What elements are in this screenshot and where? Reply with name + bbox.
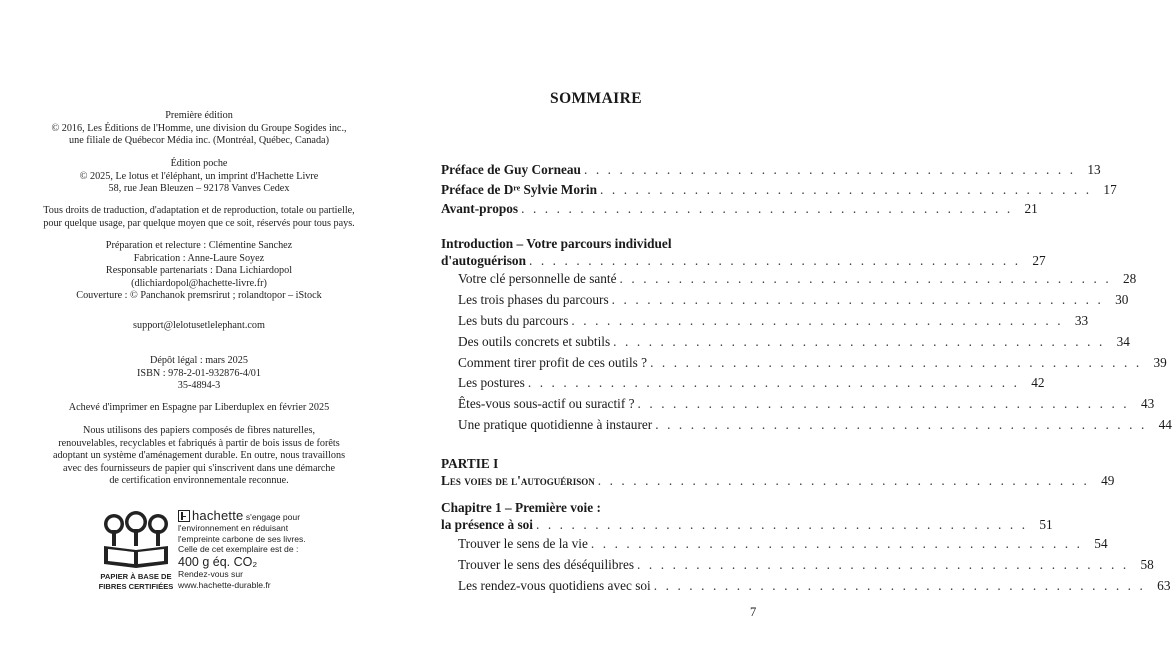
toc-leader: . . . . . . . . . . . . . . . . . . . . . . . . . . . . . . . . . . . . . . . . . .	[655, 417, 1147, 432]
certified-fibers-badge	[94, 508, 174, 604]
toc-entry-label: Des outils concrets et subtils	[458, 334, 611, 349]
toc-entry-page: 28	[1122, 271, 1137, 286]
trees-book-icon	[98, 510, 174, 570]
colophon-line: Nous utilisons des papiers composés de fibres naturelles,	[82, 425, 315, 436]
part-heading: PARTIE I	[441, 456, 499, 471]
pocket-edition-notice	[14, 158, 384, 196]
toc-leader: . . . . . . . . . . . . . . . . . . . . . . . . . . . . . . . . . . . . . . . . . .	[521, 201, 1013, 216]
colophon-line: Préparation et relecture : Clémentine Sanchez	[105, 240, 293, 251]
colophon-line: 35-4894-3	[177, 380, 221, 392]
toc-entry-label: Préface de Guy Corneau	[441, 162, 581, 177]
toc-entry-page: 42	[1031, 375, 1045, 390]
toc-leader: . . . . . . . . . . . . . . . . . . . . . . . . . . . . . . . . . . . . . . . . . .	[650, 355, 1142, 370]
toc-entry-label: Trouver le sens des déséquilibres	[458, 557, 635, 572]
colophon-line: adoptant un système d'aménagement durable. En outre, nous travaillons	[52, 450, 346, 462]
badge-caption	[94, 572, 178, 591]
toc-leader: . . . . . . . . . . . . . . . . . . . . . . . . . . . . . . . . . . . . . . . . . .	[583, 162, 1076, 177]
toc-subentry	[458, 396, 1155, 416]
rights-notice	[14, 205, 384, 230]
toc-entry-page: 17	[1103, 182, 1117, 197]
colophon-line: (dlichiardopol@hachette-livre.fr)	[131, 277, 267, 289]
toc-entry-page: 54	[1094, 536, 1108, 551]
toc-entry-label: Les rendez-vous quotidiens avec soi	[458, 578, 651, 593]
paper-notice	[14, 425, 384, 488]
toc-entry-label: d'autoguérison	[441, 253, 526, 268]
toc-entry-label: Êtes-vous sous-actif ou suractif ?	[458, 396, 635, 411]
toc-subentry	[458, 557, 1154, 577]
toc-entry-page: 21	[1024, 201, 1038, 216]
toc-subentry	[458, 313, 1089, 333]
colophon-line: © 2016, Les Éditions de l'Homme, une division du Groupe Sogides inc.,	[51, 122, 347, 134]
hachette-line: l'empreinte carbone de ses livres.	[178, 533, 306, 544]
first-edition-notice	[14, 110, 384, 148]
toc-entry-page: 63	[1157, 578, 1171, 593]
hachette-url: www.hachette-durable.fr	[178, 579, 271, 590]
colophon-line: 58, rue Jean Bleuzen – 92178 Vanves Cedex	[108, 183, 290, 195]
toc-entry-label: Les voies de l'autoguérison	[441, 473, 595, 488]
toc-subentry	[458, 334, 1130, 354]
toc-entry-page: 44	[1158, 417, 1172, 432]
colophon-line: Dépôt légal : mars 2025	[150, 355, 248, 366]
toc-entry-page: 49	[1101, 473, 1115, 488]
toc-leader: . . . . . . . . . . . . . . . . . . . . . . . . . . . . . . . . . . . . . . . . . .	[590, 536, 1083, 551]
toc-entry-label: Préface de Dʳᵉ Sylvie Morin	[441, 182, 597, 197]
toc-entry-page: 30	[1115, 292, 1129, 307]
colophon-line: renouvelables, recyclables et fabriqués à partir de bois issus de forêts	[58, 437, 340, 449]
toc-leader: . . . . . . . . . . . . . . . . . . . . . . . . . . . . . . . . . . . . . . . . . .	[619, 271, 1112, 286]
legal-deposit	[14, 355, 384, 393]
hachette-line: Rendez-vous sur	[178, 569, 243, 580]
toc-leader: . . . . . . . . . . . . . . . . . . . . . . . . . . . . . . . . . . . . . . . . . .	[535, 517, 1028, 532]
colophon-line: support@lelotusetlelephant.com	[133, 320, 265, 331]
colophon-line: Édition poche	[170, 158, 228, 169]
toc-subentry	[458, 271, 1137, 291]
toc-entry-label: la présence à soi	[441, 517, 533, 532]
colophon-line: une filiale de Québecor Média inc. (Montréal, Québec, Canada)	[69, 135, 329, 147]
badge-caption-line: PAPIER À BASE DE	[100, 572, 172, 581]
hachette-line: l'environnement en réduisant	[178, 522, 289, 533]
toc-entry-page: 27	[1032, 253, 1046, 268]
printing-notice	[14, 402, 384, 415]
toc-leader: . . . . . . . . . . . . . . . . . . . . . . . . . . . . . . . . . . . . . . . . . .	[527, 375, 1020, 390]
support-email	[14, 320, 384, 333]
toc-entry-page: 33	[1074, 313, 1089, 328]
toc-entry-label: Avant-propos	[441, 201, 519, 216]
colophon-line: Première édition	[165, 110, 233, 121]
toc-entry-label: Les postures	[458, 375, 525, 390]
colophon-line: de certification environnementale reconnue.	[109, 475, 289, 487]
toc-entry-label: Trouver le sens de la vie	[458, 536, 588, 551]
toc-entry-label: Les trois phases du parcours	[458, 292, 609, 307]
toc-entry	[441, 182, 1117, 202]
credits	[14, 240, 384, 303]
toc-entry-page: 43	[1140, 396, 1155, 411]
toc-subentry	[458, 355, 1167, 375]
colophon-line: Achevé d'imprimer en Espagne par Liberduplex en février 2025	[68, 402, 330, 413]
toc-entry-label: Les buts du parcours	[458, 313, 569, 328]
page-title-text: SOMMAIRE	[550, 90, 642, 107]
colophon-line: © 2025, Le lotus et l'éléphant, un imprint d'Hachette Livre	[79, 170, 319, 182]
colophon-line: Fabrication : Anne-Laure Soyez	[133, 252, 265, 264]
toc-leader: . . . . . . . . . . . . . . . . . . . . . . . . . . . . . . . . . . . . . . . . . .	[637, 396, 1130, 411]
hachette-line: Celle de cet exemplaire est de :	[178, 544, 299, 555]
hachette-durable-notice	[178, 510, 398, 591]
toc-entry-heading: Introduction – Votre parcours individuel	[441, 236, 672, 251]
toc-entry	[441, 162, 1101, 182]
toc-entry-label: Votre clé personnelle de santé	[458, 271, 617, 286]
toc-leader: . . . . . . . . . . . . . . . . . . . . . . . . . . . . . . . . . . . . . . . . . .	[613, 334, 1105, 349]
page-title	[400, 90, 800, 108]
toc-subentry	[458, 292, 1129, 312]
hachette-brand: hachette	[192, 508, 244, 523]
carbon-footprint-value: 400 g éq. CO₂	[178, 555, 258, 570]
toc-leader: . . . . . . . . . . . . . . . . . . . . . . . . . . . . . . . . . . . . . . . . . .	[611, 292, 1104, 307]
page-number: 7	[750, 605, 757, 619]
toc-entry	[441, 201, 1038, 221]
toc-leader: . . . . . . . . . . . . . . . . . . . . . . . . . . . . . . . . . . . . . . . . . .	[528, 253, 1021, 268]
toc-entry	[441, 473, 1115, 493]
toc-subentry	[458, 578, 1171, 598]
left-page	[0, 0, 400, 647]
toc-entry-label: Comment tirer profit de ces outils ?	[458, 355, 648, 370]
toc-entry-page: 13	[1087, 162, 1101, 177]
right-page	[400, 0, 1172, 647]
environment-logos	[94, 508, 394, 608]
toc-entry	[441, 517, 1053, 537]
hachette-logo-icon	[178, 510, 190, 522]
colophon-line: avec des fournisseurs de papier qui s'inscrivent dans une démarche	[63, 462, 335, 474]
toc-leader: . . . . . . . . . . . . . . . . . . . . . . . . . . . . . . . . . . . . . . . . . .	[637, 557, 1129, 572]
colophon-line: Tous droits de traduction, d'adaptation et de reproduction, totale ou partielle,	[43, 205, 355, 216]
toc-leader: . . . . . . . . . . . . . . . . . . . . . . . . . . . . . . . . . . . . . . . . . .	[653, 578, 1146, 593]
chapter-heading: Chapitre 1 – Première voie :	[441, 500, 601, 515]
toc-entry-label: Une pratique quotidienne à instaurer	[458, 417, 653, 432]
colophon-line: Couverture : © Panchanok premsrirut ; rolandtopor – iStock	[76, 290, 322, 302]
toc-entry-page: 51	[1039, 517, 1053, 532]
toc-subentry	[458, 375, 1045, 395]
toc-entry-page: 39	[1153, 355, 1167, 370]
toc-entry-page: 58	[1140, 557, 1154, 572]
toc-leader: . . . . . . . . . . . . . . . . . . . . . . . . . . . . . . . . . . . . . . . . . .	[571, 313, 1064, 328]
colophon-line: Responsable partenariats : Dana Lichiardopol	[105, 265, 293, 277]
badge-caption-line: FIBRES CERTIFIÉES	[98, 581, 174, 591]
colophon-line: ISBN : 978-2-01-932876-4/01	[137, 367, 261, 379]
toc-entry	[441, 253, 1046, 273]
toc-entry-page: 34	[1116, 334, 1130, 349]
toc-subentry	[458, 417, 1172, 437]
hachette-line: s'engage pour	[245, 512, 301, 522]
toc-leader: . . . . . . . . . . . . . . . . . . . . . . . . . . . . . . . . . . . . . . . . . .	[600, 182, 1092, 197]
colophon-line: pour quelque usage, par quelque moyen que ce soit, réservés pour tous pays.	[43, 217, 355, 229]
toc-leader: . . . . . . . . . . . . . . . . . . . . . . . . . . . . . . . . . . . . . . . . . .	[597, 473, 1090, 488]
toc-subentry	[458, 536, 1108, 556]
